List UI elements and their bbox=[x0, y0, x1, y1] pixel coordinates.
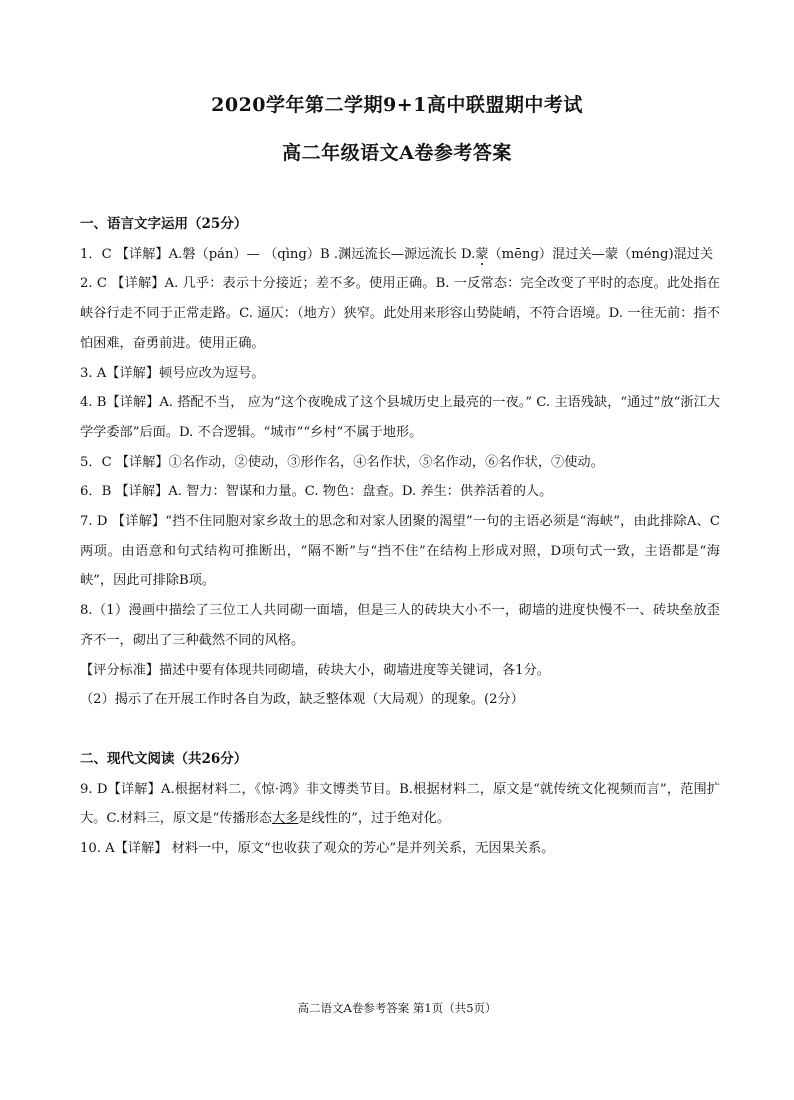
section-heading-language-use: 一、语言文字运用（25分） bbox=[80, 216, 248, 232]
answer-q6: 6．B 【详解】A. 智力：智谋和力量。C. 物色：盘查。D. 养生：供养活着的人。 bbox=[80, 484, 553, 500]
answer-q1 bbox=[80, 240, 720, 270]
answer-q1-part1: 1．C 【详解】A.磐（pán）— （qìng）B .渊远流长—源远流长 D. bbox=[80, 246, 476, 262]
answer-q9 bbox=[80, 775, 720, 834]
exam-title: 2020学年第二学期9+1高中联盟期中考试 bbox=[211, 94, 583, 116]
answer-content bbox=[80, 210, 720, 864]
answer-q1-dotted-char: 蒙 bbox=[475, 246, 489, 262]
answer-q10: 10. A【详解】 材料一中，原文“也收获了观众的芳心”是并列关系，无因果关系。 bbox=[80, 841, 555, 857]
section-spacer bbox=[80, 715, 720, 745]
answer-q3: 3. A【详解】顿号应改为逗号。 bbox=[80, 365, 265, 381]
answer-q8-scoring-standard: 【评分标准】描述中要有体现共同砌墙，砖块大小，砌墙进度等关键词，各1分。 bbox=[80, 662, 550, 678]
answer-q9-part1: 9. D【详解】A.根据材料二，《惊·鸿》非文博类节目。B.根据材料二，原文是“就传统文化视频而言”，范围扩大。C.材料三，原文是“传播形态 bbox=[80, 781, 720, 827]
answer-q8-part2: （2）揭示了在开展工作时各自为政，缺乏整体观（大局观）的现象。(2分） bbox=[80, 692, 524, 708]
answer-q9-part2: 是线性的”，过于绝对化。 bbox=[298, 811, 451, 827]
answer-q8-part1: 8.（1）漫画中描绘了三位工人共同砌一面墙，但是三人的砖块大小不一，砌墙的进度快慢不一、砖块垒放歪齐不一，砌出了三种截然不同的风格。 bbox=[80, 603, 720, 648]
page-footer: 高二语文A卷参考答案 第1页（共5页） bbox=[297, 1001, 497, 1015]
answer-q4: 4. B【详解】A. 搭配不当， 应为“这个夜晚成了这个县城历史上最亮的一夜。” C. 主语残缺，“通过”放“浙江大学学委部”后面。D. 不合逻辑。“城市”“乡村”不属于地形。 bbox=[80, 395, 720, 440]
answer-q9-underlined: 大多 bbox=[272, 811, 299, 827]
section-heading-modern-reading: 二、现代文阅读（共26分） bbox=[80, 750, 248, 767]
answer-q7: 7. D 【详解】“挡不住同胞对家乡故土的思念和对家人团聚的渴望”一句的主语必须是“海峡”，由此排除A、C两项。由语意和句式结构可推断出，“隔不断”与“挡不住”在结构上形成对照，D项句式一致，主语都是“海峡”，因此可排除B项。 bbox=[80, 514, 720, 589]
answer-q1-part2: （mēng）混过关—蒙（méng)混过关 bbox=[488, 246, 714, 262]
exam-subtitle: 高二年级语文A卷参考答案 bbox=[282, 142, 512, 164]
answer-q2: 2. C 【详解】A. 几乎：表示十分接近；差不多。使用正确。B. 一反常态：完全改变了平时的态度。此处指在峡谷行走不同于正常走路。C. 逼仄：（地方）狭窄。此处用来形容山势陡峭，不符合语境。D. 一往无前：指不怕困难，奋勇前进。使用正确。 bbox=[80, 276, 720, 351]
answer-q5: 5．C 【详解】①名作动，②使动，③形作名，④名作状，⑤名作动，⑥名作状，⑦使动。 bbox=[80, 454, 604, 470]
